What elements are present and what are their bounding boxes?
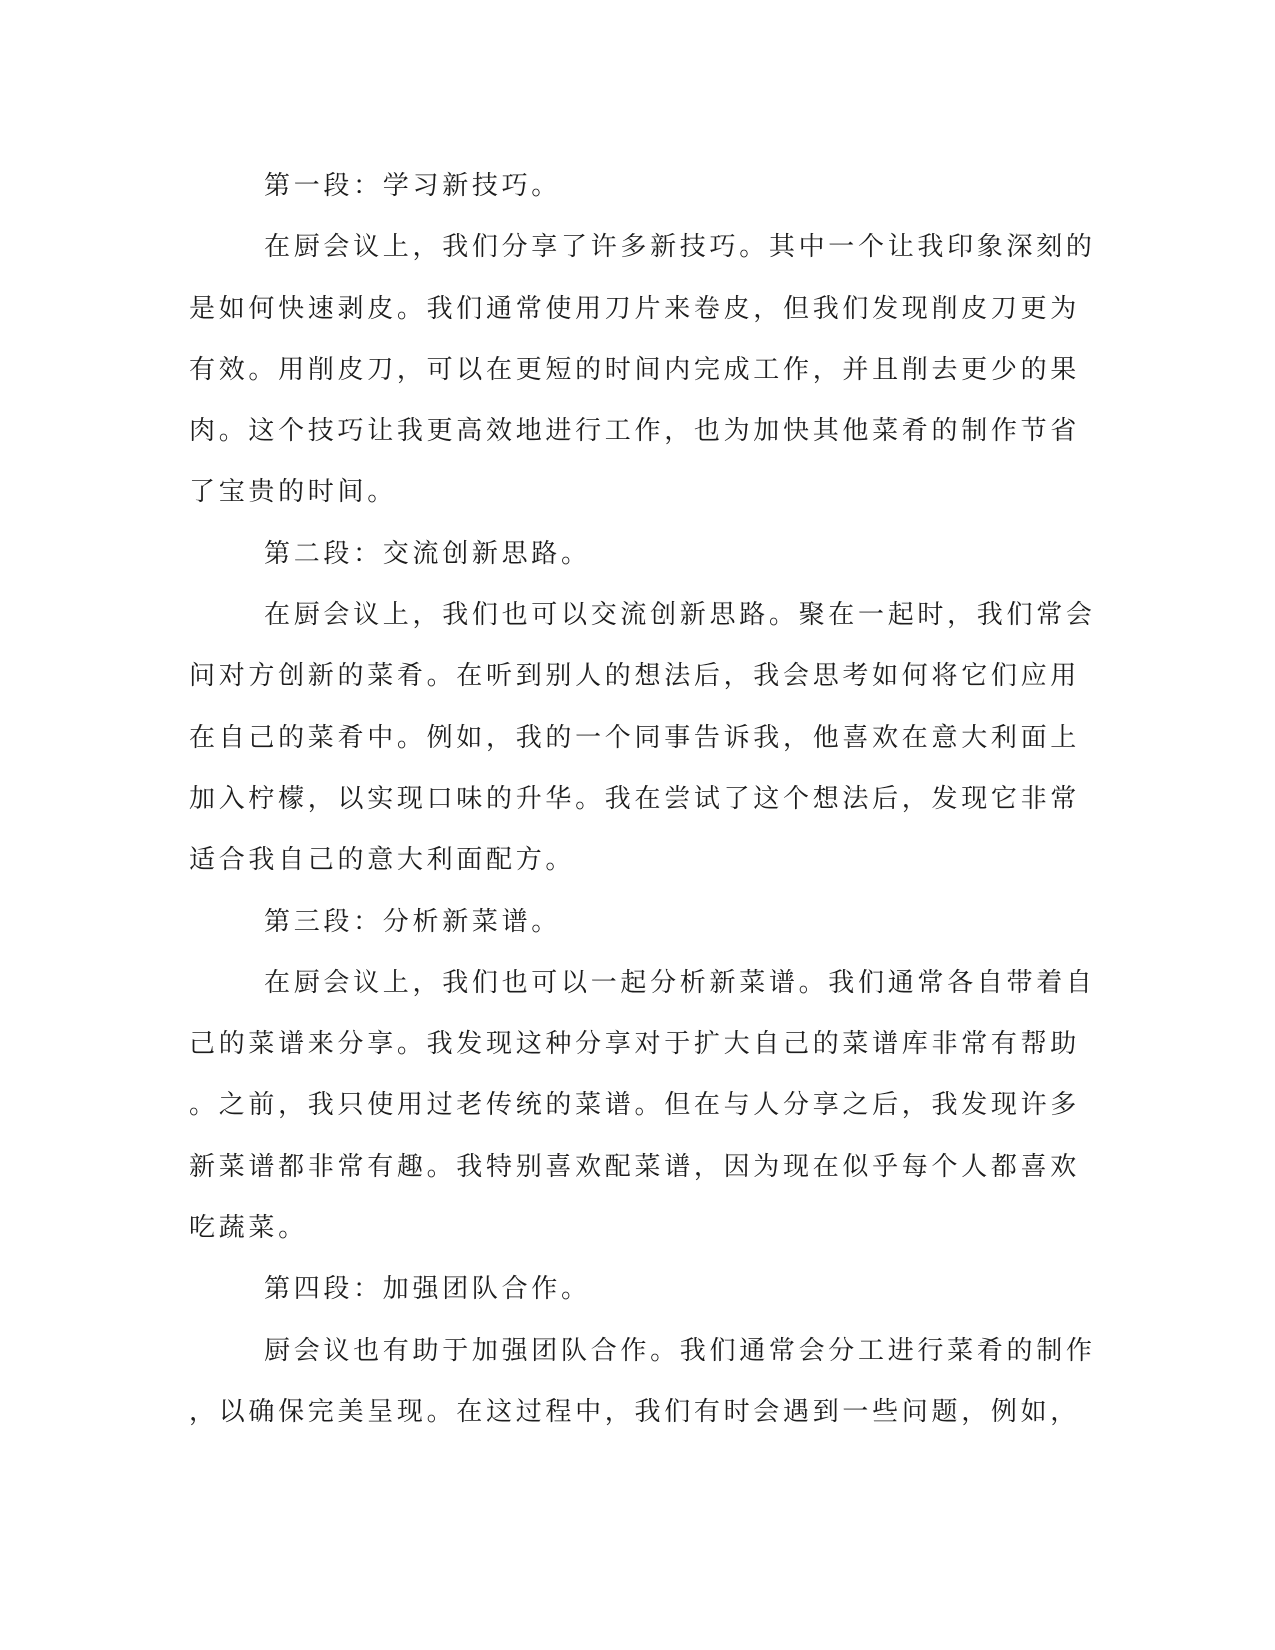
paragraph-line: 己的菜谱来分享。我发现这种分享对于扩大自己的菜谱库非常有帮助 [189, 1029, 1081, 1060]
paragraph-line: 吃蔬菜。 [189, 1213, 308, 1244]
paragraph-line: 在厨会议上，我们也可以交流创新思路。聚在一起时，我们常会 [264, 600, 1096, 631]
paragraph-line: ，以确保完美呈现。在这过程中，我们有时会遇到一些问题，例如， [189, 1396, 1081, 1427]
paragraph-line: 新菜谱都非常有趣。我特别喜欢配菜谱，因为现在似乎每个人都喜欢 [189, 1151, 1081, 1182]
paragraph-line: 在厨会议上，我们也可以一起分析新菜谱。我们通常各自带着自 [264, 967, 1096, 998]
paragraph-line: 在自己的菜肴中。例如，我的一个同事告诉我，他喜欢在意大利面上 [189, 722, 1081, 753]
section-heading: 第三段：分析新菜谱。 [264, 906, 562, 937]
section-heading: 第四段：加强团队合作。 [264, 1274, 591, 1305]
paragraph-line: 有效。用削皮刀，可以在更短的时间内完成工作，并且削去更少的果 [189, 354, 1081, 385]
paragraph-line: 。之前，我只使用过老传统的菜谱。但在与人分享之后，我发现许多 [189, 1090, 1081, 1121]
section-heading: 第一段：学习新技巧。 [264, 171, 562, 201]
paragraph-line: 加入柠檬，以实现口味的升华。我在尝试了这个想法后，发现它非常 [189, 783, 1081, 814]
section-heading: 第二段：交流创新思路。 [264, 538, 591, 569]
paragraph-line: 肉。这个技巧让我更高效地进行工作，也为加快其他菜肴的制作节省 [189, 416, 1081, 447]
paragraph-line: 了宝贵的时间。 [189, 477, 397, 508]
paragraph-line: 是如何快速剥皮。我们通常使用刀片来卷皮，但我们发现削皮刀更为 [189, 293, 1081, 324]
document-body [189, 156, 1096, 1443]
paragraph-line: 适合我自己的意大利面配方。 [189, 845, 576, 876]
paragraph-line: 厨会议也有助于加强团队合作。我们通常会分工进行菜肴的制作 [264, 1335, 1096, 1366]
paragraph-line: 问对方创新的菜肴。在听到别人的想法后，我会思考如何将它们应用 [189, 661, 1081, 692]
paragraph-line: 在厨会议上，我们分享了许多新技巧。其中一个让我印象深刻的 [264, 232, 1096, 263]
